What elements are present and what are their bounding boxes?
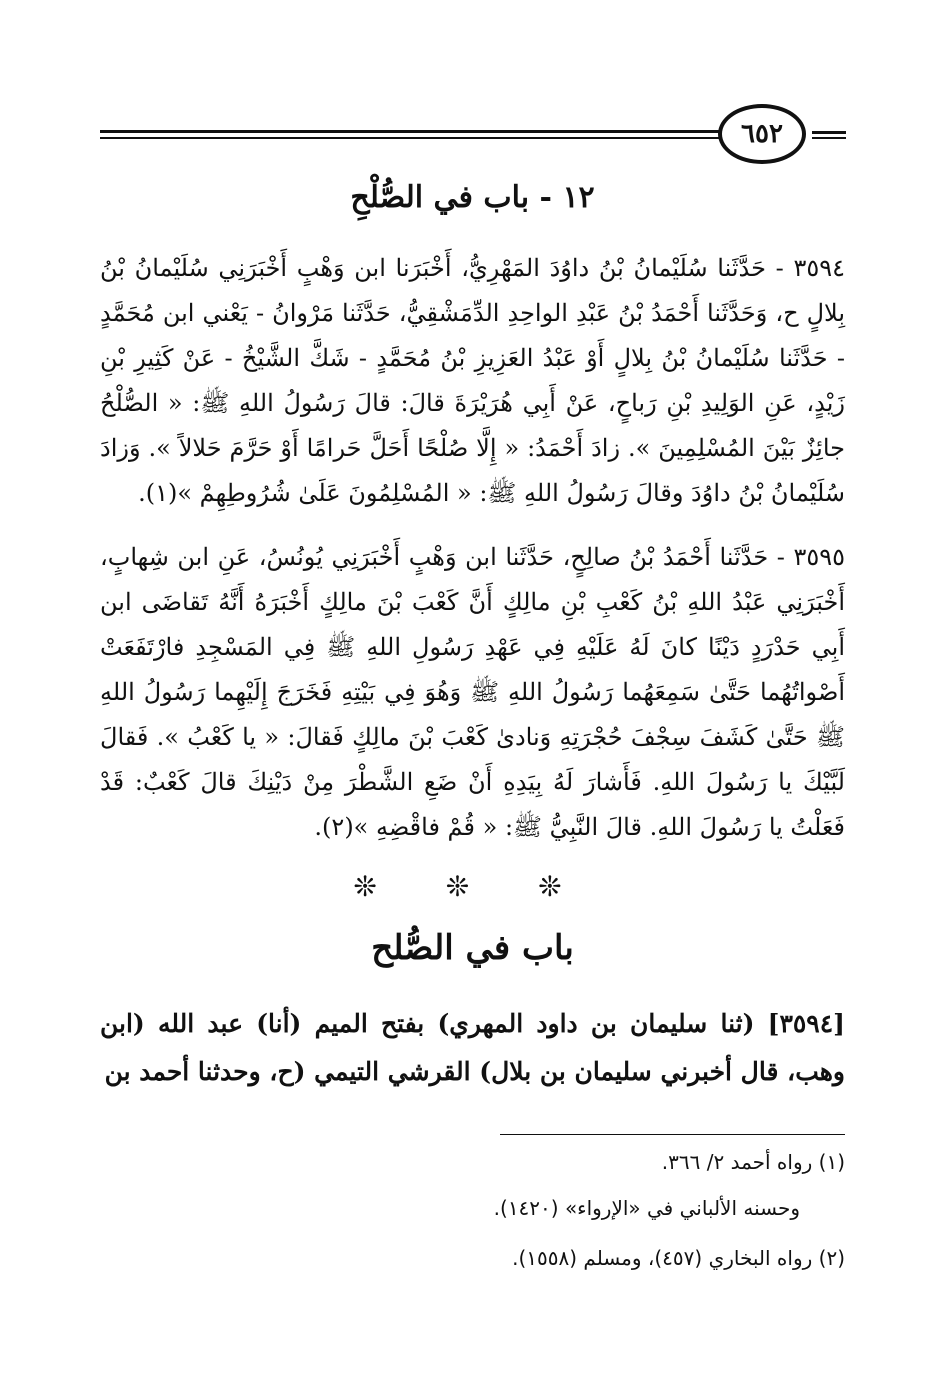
page-number: ٦٥٢ bbox=[718, 104, 806, 164]
hadith-3594: ٣٥٩٤ - حَدَّثَنا سُلَيْمانُ بْنُ داوُدَ المَهْرِيُّ، أَخْبَرَنا ابن وَهْبٍ أَخْبَرَنِي سُلَيْمانُ بْنُ بِلالٍ ح، وَحَدَّثَنا أَحْمَدُ بْنُ عَبْدِ الواحِدِ الدِّمَشْقِيُّ، حَدَّثَنا مَرْوانُ - يَعْني ابن مُحَمَّدٍ - حَدَّثَنا سُلَيْمانُ بْنُ بِلالٍ أَوْ عَبْدُ العَزِيزِ بْنُ مُحَمَّدٍ - شَكَّ الشَّيْخُ - عَنْ كَثِيرِ بْنِ زَيْدٍ، عَنِ الوَلِيدِ بْنِ رَباحٍ، عَنْ أَبِي هُرَيْرَةَ قالَ: قالَ رَسُولُ اللهِ ﷺ: « الصُّلْحُ جائِزٌ بَيْنَ المُسْلِمِينَ ». زادَ أَحْمَدُ: « إِلَّا صُلْحًا أَحَلَّ حَرامًا أَوْ حَرَّمَ حَلالاً ». وَزادَ سُلَيْمانُ بْنُ داوُدَ وقالَ رَسُولُ اللهِ ﷺ: « المُسْلِمُونَ عَلَىٰ شُرُوطِهِمْ »(١). bbox=[100, 254, 846, 507]
header-rule-bottom bbox=[100, 137, 720, 139]
header-rule-right-bottom bbox=[812, 137, 846, 139]
hadith-3595: ٣٥٩٥ - حَدَّثَنا أَحْمَدُ بْنُ صالِحٍ، حَدَّثَنا ابن وَهْبٍ أَخْبَرَنِي يُونُسُ، عَنِ ابن شِهابٍ، أَخْبَرَنِي عَبْدُ اللهِ بْنُ كَعْبِ بْنِ مالِكٍ أَنَّ كَعْبَ بْنَ مالِكٍ أَخْبَرَهُ أَنَّهُ تَقاضَى ابن أَبِي حَدْرَدٍ دَيْنًا كانَ لَهُ عَلَيْهِ فِي عَهْدِ رَسُولِ اللهِ ﷺ فِي المَسْجِدِ فارْتَفَعَتْ أَصْواتُهُما حَتَّىٰ سَمِعَهُما رَسُولُ اللهِ ﷺ وَهُوَ فِي بَيْتِهِ فَخَرَجَ إِلَيْهِما رَسُولُ اللهِ ﷺ حَتَّىٰ كَشَفَ سِجْفَ حُجْرَتِهِ وَنادىٰ كَعْبَ بْنَ مالِكٍ فَقالَ: « يا كَعْبُ ». فَقالَ لَبَّيْكَ يا رَسُولَ اللهِ. فَأَشارَ لَهُ بِيَدِهِ أَنْ ضَعِ الشَّطْرَ مِنْ دَيْنِكَ قالَ كَعْبٌ: قَدْ فَعَلْتُ يا رَسُولَ اللهِ. قالَ النَّبِيُّ ﷺ: « قُمْ فاقْضِهِ »(٢). bbox=[100, 543, 845, 841]
section-title: ١٢ - باب في الصُّلْحِ bbox=[350, 180, 595, 215]
section-separator: ❊ ❊ ❊ bbox=[353, 870, 592, 903]
footnote-divider bbox=[500, 1134, 845, 1135]
footnote-2: (٢) رواه البخاري (٤٥٧)، ومسلم (١٥٥٨). bbox=[512, 1246, 845, 1270]
footnote-1-continued: وحسنه الألباني في «الإرواء» (١٤٢٠). bbox=[493, 1196, 800, 1220]
header-rule-right-top bbox=[812, 131, 846, 134]
footnote-1: (١) رواه أحمد ٢/ ٣٦٦. bbox=[661, 1150, 845, 1174]
header-rule-top bbox=[100, 130, 720, 133]
commentary-text: [٣٥٩٤] (ثنا سليمان بن داود المهري) بفتح الميم (أنا) عبد الله (ابن وهب، قال أخبرني سليمان بن بلال) القرشي التيمي (ح، وحدثنا أحمد بن bbox=[100, 1009, 845, 1086]
commentary-title: باب في الصُّلح bbox=[371, 928, 574, 968]
